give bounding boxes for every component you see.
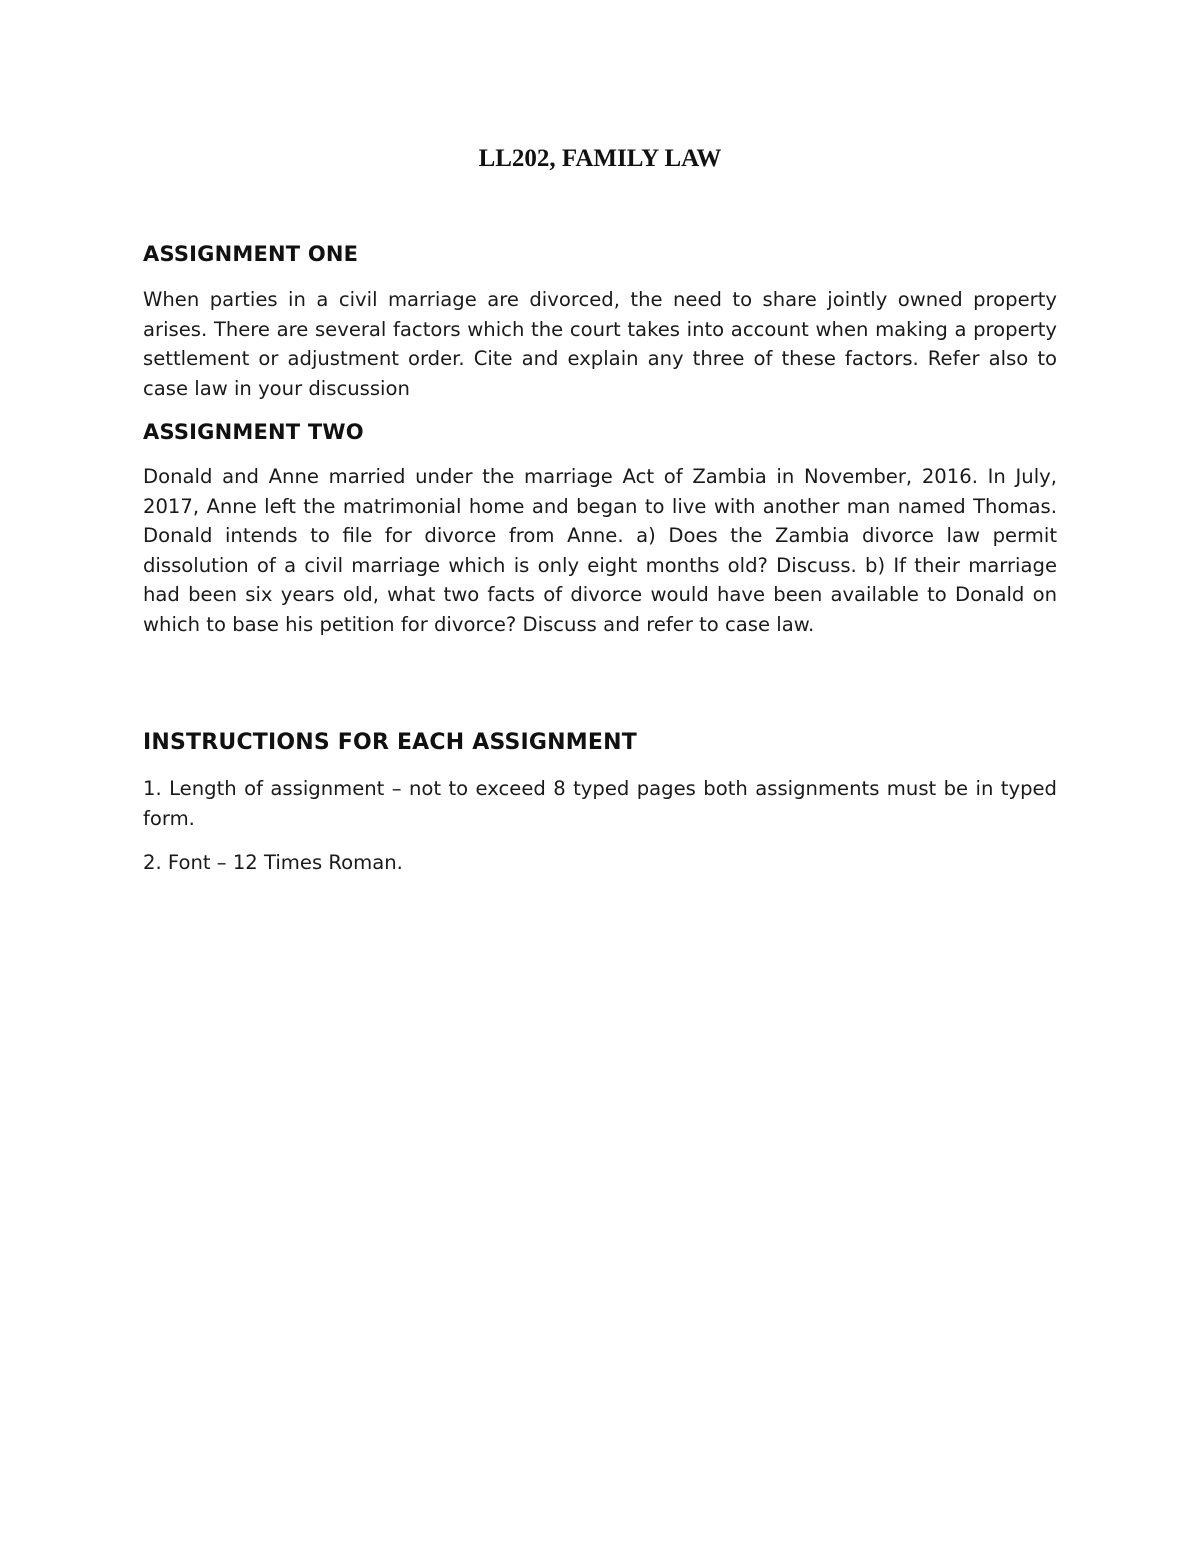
assignment-two-body: Donald and Anne married under the marriage Act of Zambia in November, 2016. In July, 2017, Anne left the matrimonial home and began to live with another man named Thomas. Donald intends to file for divorce from Anne. a) Does the Zambia divorce law permit dissolution of a civil marriage which is only eight months old? Discuss. b) If their marriage had been six years old, what two facts of divorce would have been available to Donald on which to base his petition for divorce? Discuss and refer to case law. [143,465,1057,636]
assignment-two-heading: ASSIGNMENT TWO [143,420,364,444]
instruction-item-length: 1. Length of assignment – not to exceed 8 typed pages both assignments must be in typed form. [143,777,1057,830]
instructions-heading: INSTRUCTIONS FOR EACH ASSIGNMENT [143,730,637,755]
document-title: LL202, FAMILY LAW [478,145,722,172]
assignment-one-body: When parties in a civil marriage are divorced, the need to share jointly owned property arises. There are several factors which the court takes into account when making a property settlement or adjustment order. Cite and explain any three of these factors. Refer also to case law in your discussion [143,288,1057,400]
assignment-one-heading: ASSIGNMENT ONE [143,242,359,266]
instruction-item-font: 2. Font – 12 Times Roman. [143,851,403,874]
